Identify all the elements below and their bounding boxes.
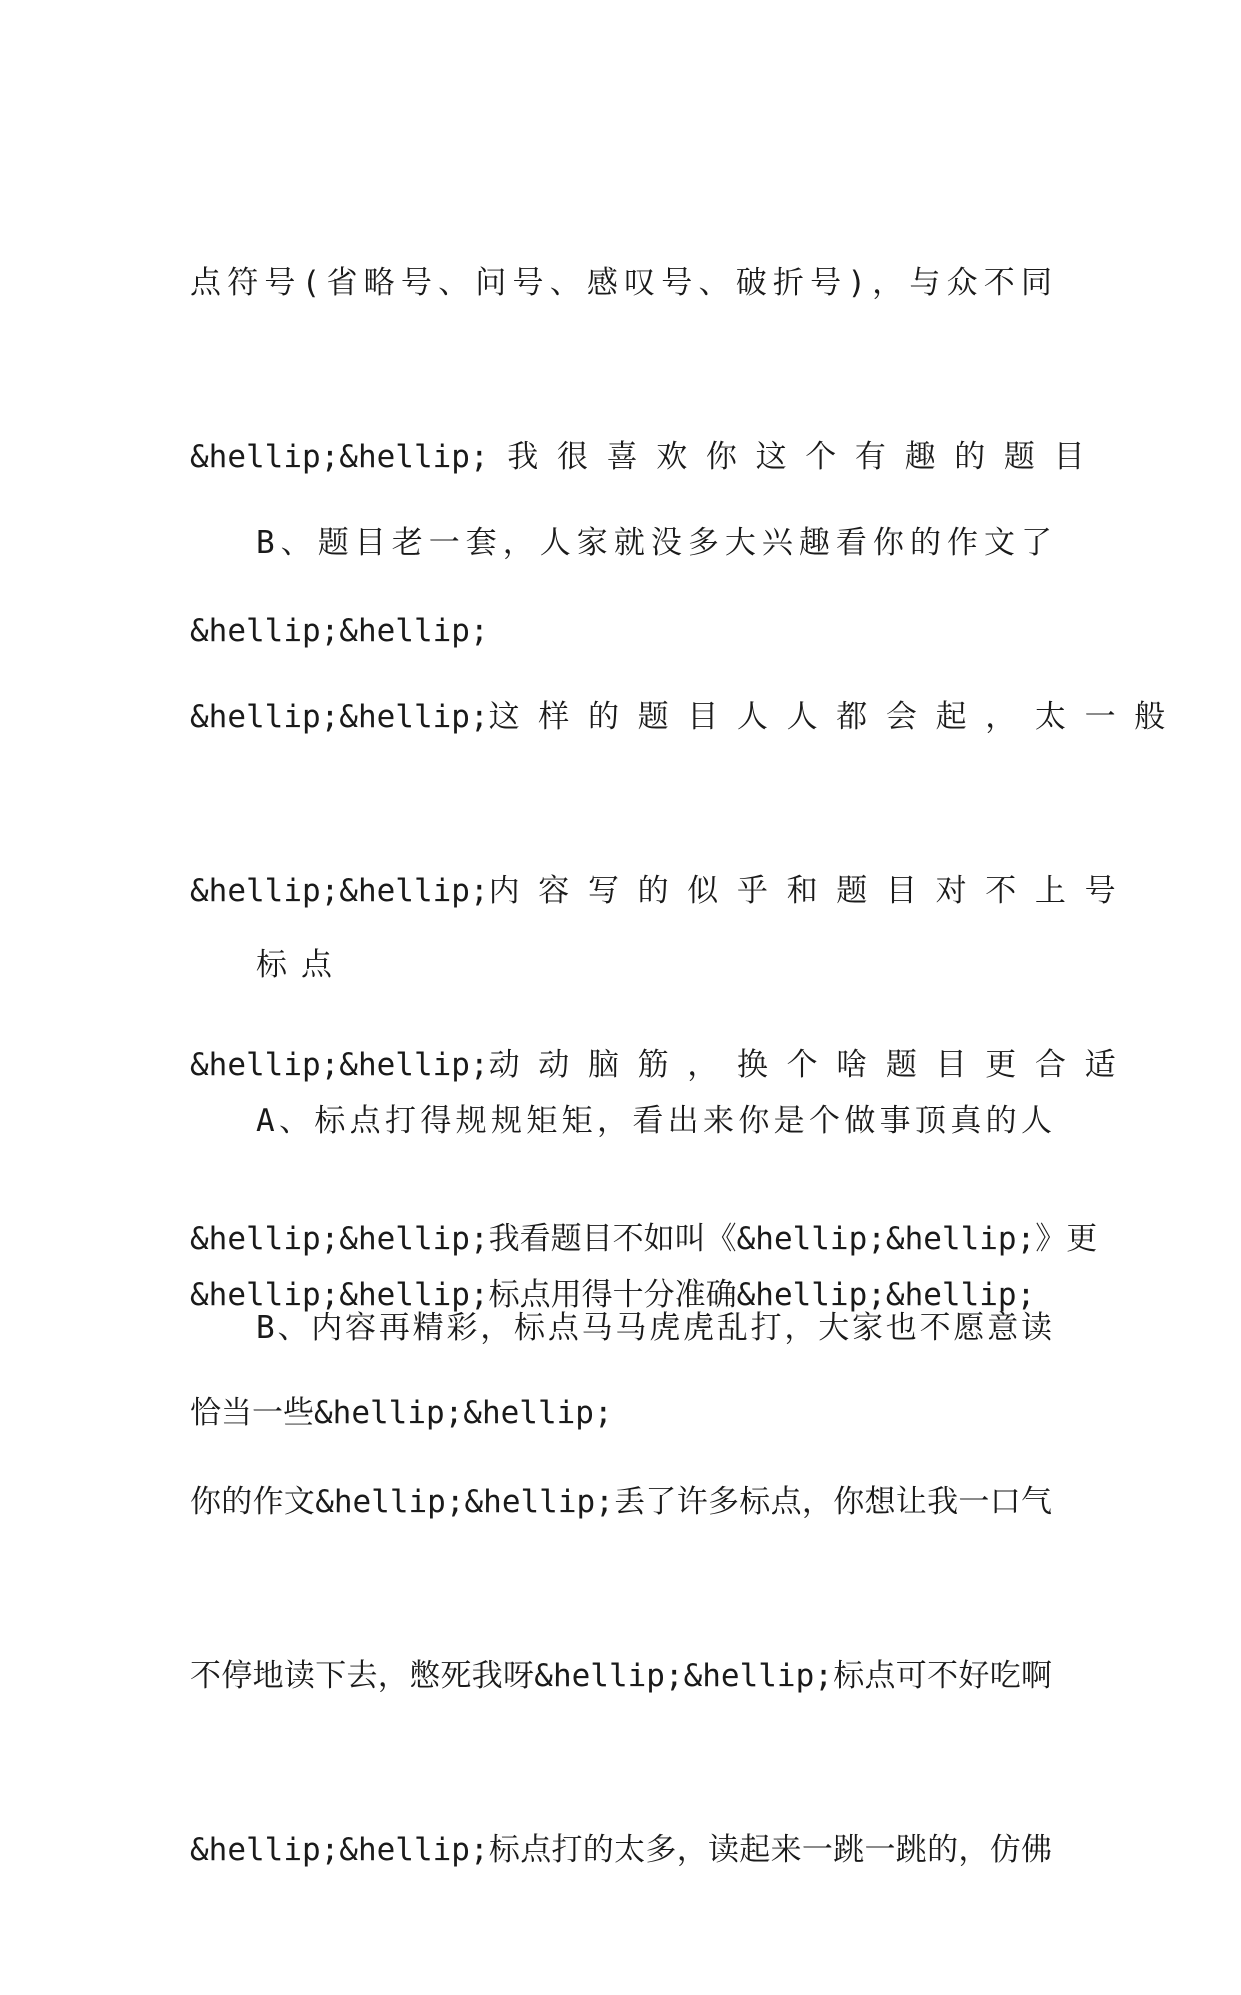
text-line: &hellip;&hellip;标点用得十分准确&hellip;&hellip; xyxy=(190,1277,1036,1313)
text-line: &hellip;&hellip;我看题目不如叫《&hellip;&hellip;》更 xyxy=(190,1221,1098,1257)
text-line: &hellip;&hellip; 我 很 喜 欢 你 这 个 有 趣 的 题 目 xyxy=(190,439,1085,475)
text-line: &hellip;&hellip;标点打的太多，读起来一跳一跳的，仿佛 xyxy=(190,1832,1052,1868)
paragraph-punctuation-comment-b xyxy=(190,1183,1098,1995)
text-line: B、内容再精彩，标点马马虎虎乱打，大家也不愿意读 xyxy=(256,1310,1052,1346)
text-line: &hellip;&hellip;动 动 脑 筋 ， 换 个 啥 题 目 更 合 适 xyxy=(190,1047,1116,1083)
text-line: 你的作文&hellip;&hellip;丢了许多标点，你想让我一口气 xyxy=(190,1484,1052,1520)
text-line: A、标点打得规规矩矩，看出来你是个做事顶真的人 xyxy=(256,1103,1052,1139)
text-line: 不停地读下去，憋死我呀&hellip;&hellip;标点可不好吃啊 xyxy=(190,1658,1052,1694)
text-line: 点符号(省略号、问号、感叹号、破折号)，与众不同 xyxy=(190,265,1052,301)
text-line: B、题目老一套，人家就没多大兴趣看你的作文了 xyxy=(256,525,1052,561)
text-line: 恰当一些&hellip;&hellip; xyxy=(190,1395,613,1431)
text-line: &hellip;&hellip;内 容 写 的 似 乎 和 题 目 对 不 上 号 xyxy=(190,873,1116,909)
text-line: &hellip;&hellip; xyxy=(190,613,489,649)
heading-text: 标点 xyxy=(256,947,346,983)
text-line: &hellip;&hellip;这 样 的 题 目 人 人 都 会 起 ， 太 一 般 xyxy=(190,699,1166,735)
